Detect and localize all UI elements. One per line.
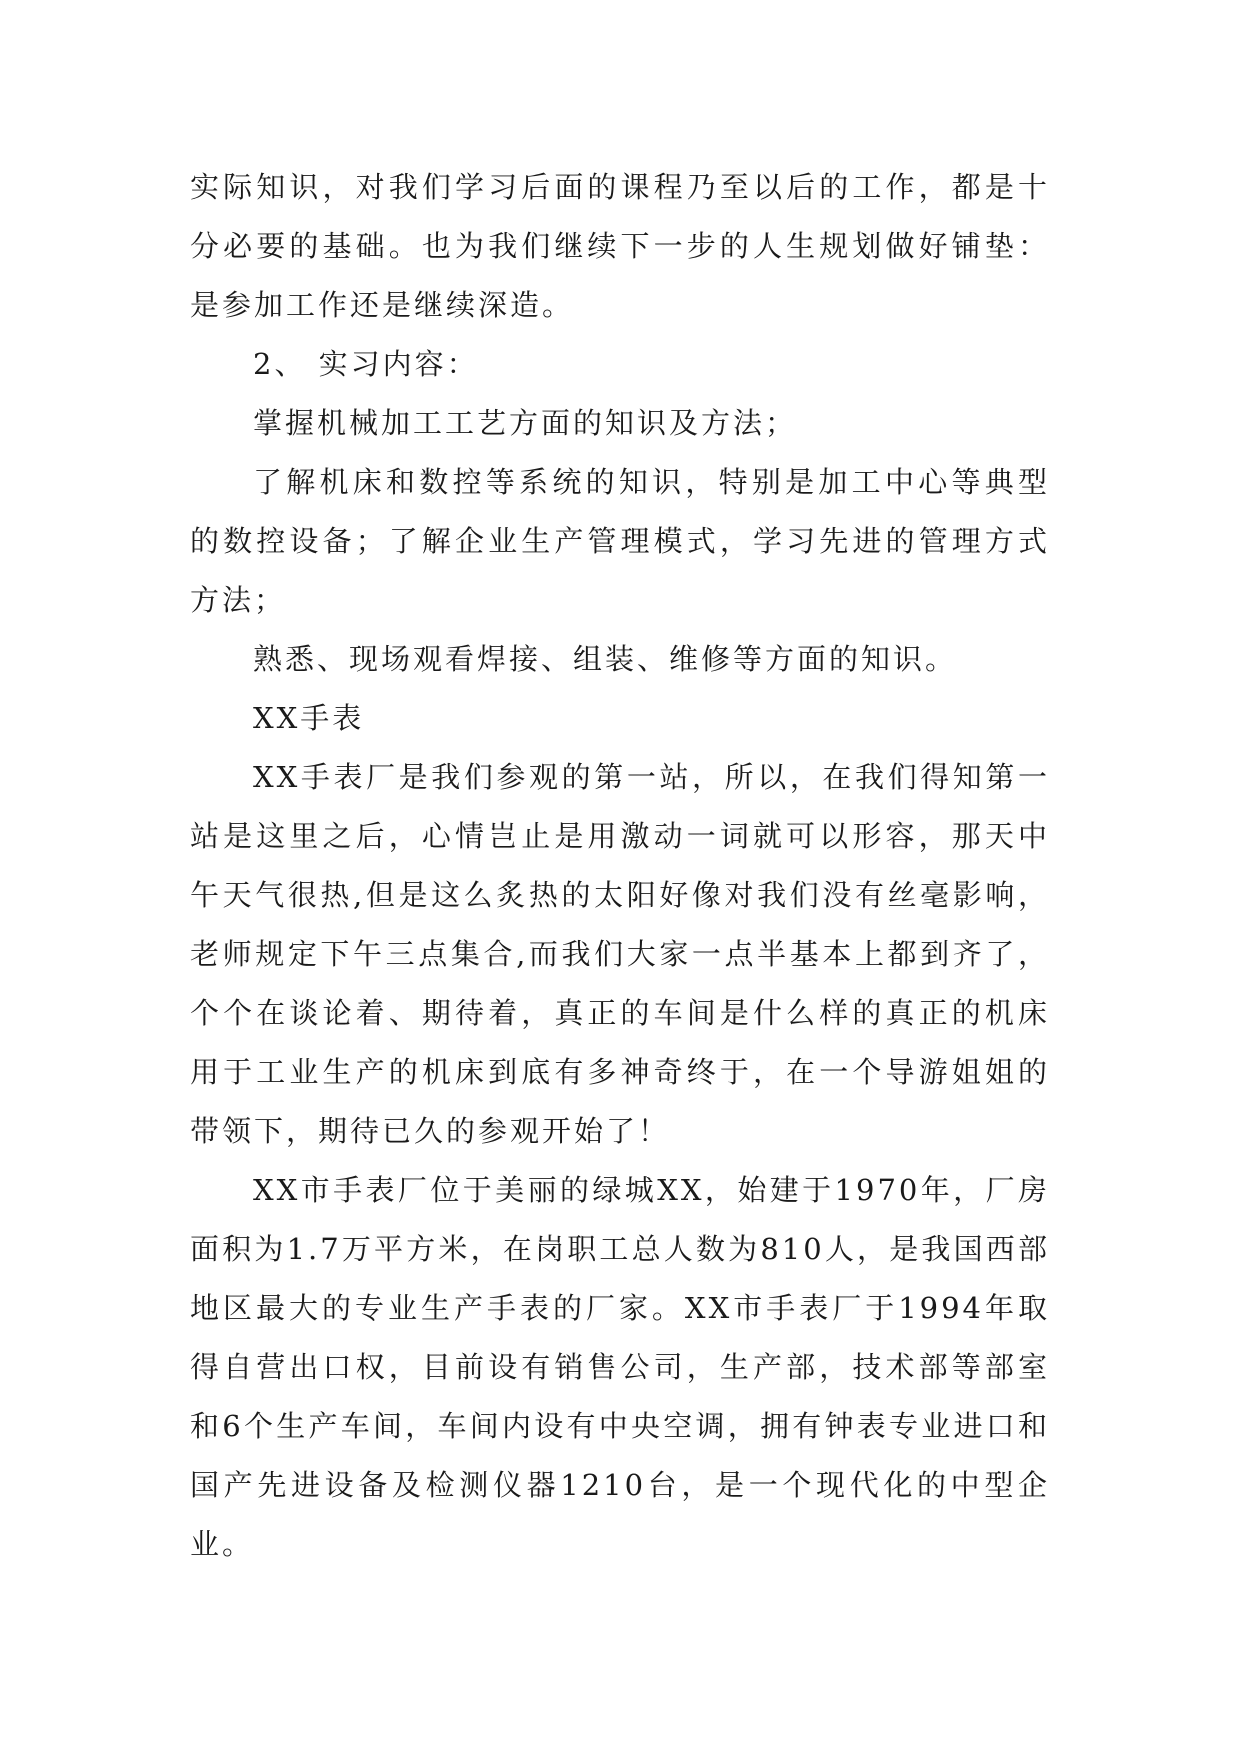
paragraph-cnc-knowledge: 了解机床和数控等系统的知识，特别是加工中心等典型的数控设备；了解企业生产管理模式，学习先进的管理方式方法； xyxy=(190,465,1050,617)
document-body xyxy=(190,158,1050,1574)
section-heading-watch: XX手表 xyxy=(253,701,365,735)
paragraph-welding-knowledge: 熟悉、现场观看焊接、组装、维修等方面的知识。 xyxy=(253,642,958,676)
paragraph-watch-factory-visit: XX手表厂是我们参观的第一站，所以，在我们得知第一站是这里之后，心情岂止是用激动一词就可以形容，那天中午天气很热,但是这么炙热的太阳好像对我们没有丝毫影响，老师规定下午三点集合,而我们大家一点半基本上都到齐了，个个在谈论着、期待着，真正的车间是什么样的真正的机床用于工业生产的机床到底有多神奇终于，在一个导游姐姐的带领下，期待已久的参观开始了！ xyxy=(190,760,1050,1148)
paragraph-machining-knowledge: 掌握机械加工工艺方面的知识及方法； xyxy=(253,406,798,440)
paragraph-watch-factory-profile: XX市手表厂位于美丽的绿城XX，始建于1970年，厂房面积为1.7万平方米，在岗职工总人数为810人，是我国西部地区最大的专业生产手表的厂家。XX市手表厂于1994年取得自营出口权，目前设有销售公司，生产部，技术部等部室和6个生产车间，车间内设有中央空调，拥有钟表专业进口和国产先进设备及检测仪器1210台，是一个现代化的中型企业。 xyxy=(190,1173,1050,1561)
paragraph-intro-continuation: 实际知识，对我们学习后面的课程乃至以后的工作，都是十分必要的基础。也为我们继续下一步的人生规划做好铺垫：是参加工作还是继续深造。 xyxy=(190,170,1050,322)
section-heading-internship-content: 2、 实习内容： xyxy=(253,347,479,381)
